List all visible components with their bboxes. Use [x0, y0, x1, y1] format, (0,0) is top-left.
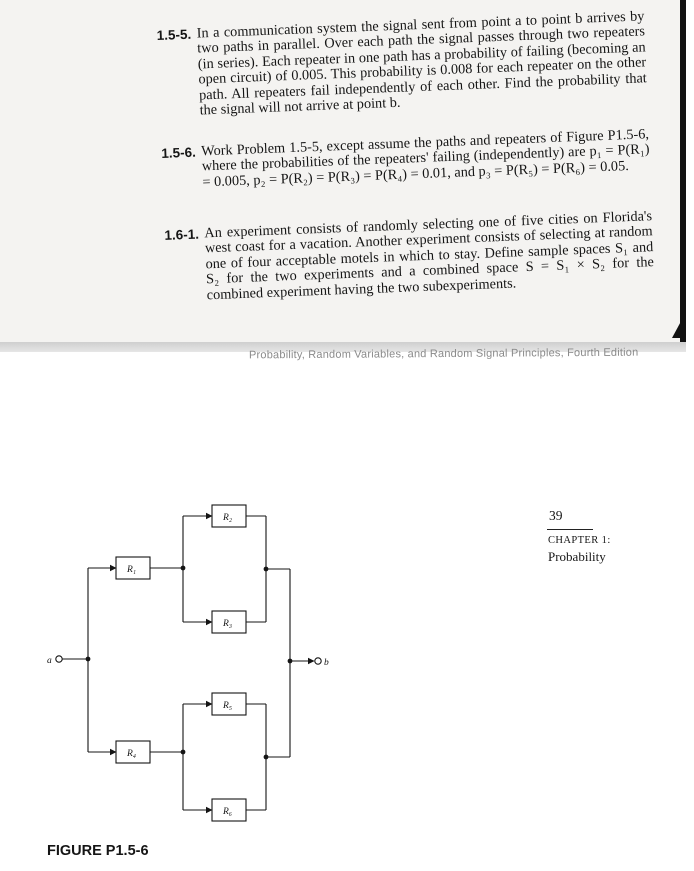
problem-text: Work Problem 1.5-5, except assume the paths and repeaters of Figure P1.5-6, where the probabilities of the repeaters' failing (independently) are p₁ = P(R₁) = 0.005, p₂ = P(R₂) = P(R₃) = P(R₄) = 0.01, and p₃ = P(R₅) = P(R₆) = 0.05.	[200, 126, 650, 191]
terminal-a	[56, 656, 62, 662]
repeater-label-r3: R₃	[223, 619, 233, 629]
repeater-label-r1: R₁	[127, 565, 137, 575]
problem-number: 1.6-1.	[164, 226, 200, 243]
figure-caption: FIGURE P1.5-6	[47, 843, 149, 859]
problem-number: 1.5-5.	[156, 26, 192, 44]
problem-text: In a communication system the signal sent from point a to point b arrives by two paths in parallel. Over each path the signal passes through two repeaters (in series). Each repeater in one path has a probability of failing (becoming an open circuit) of 0.005. This probability is 0.008 for each repeater on the other path. All repeaters fail independently of each other. Find the probability that the signal will not arrive at point b.	[196, 8, 648, 119]
repeater-label-r5: R₅	[223, 701, 233, 711]
chapter-label: CHAPTER 1:	[548, 535, 611, 546]
terminal-label-b: b	[324, 658, 329, 668]
problem-text: An experiment consists of randomly selecting one of five cities on Florida's west coast for a vacation. Another experiment consists of selecting at random one of four acceptable motels in which to stay. Define sample spaces S₁ and S₂ for the two experiments and a combined space S = S₁ × S₂ for the combined experiment having the two subexperiments.	[204, 208, 655, 303]
repeater-label-r4: R₄	[127, 749, 137, 759]
problem-number: 1.5-6.	[160, 144, 197, 161]
chapter-title: Probability	[548, 549, 606, 564]
terminal-label-a: a	[47, 656, 52, 666]
page-number: 39	[549, 508, 563, 523]
terminal-b	[315, 658, 321, 664]
running-header: Probability, Random Variables, and Random Signal Principles, Fourth Edition	[248, 346, 639, 362]
repeater-label-r6: R₆	[223, 807, 233, 817]
repeater-label-r2: R₂	[223, 513, 233, 523]
